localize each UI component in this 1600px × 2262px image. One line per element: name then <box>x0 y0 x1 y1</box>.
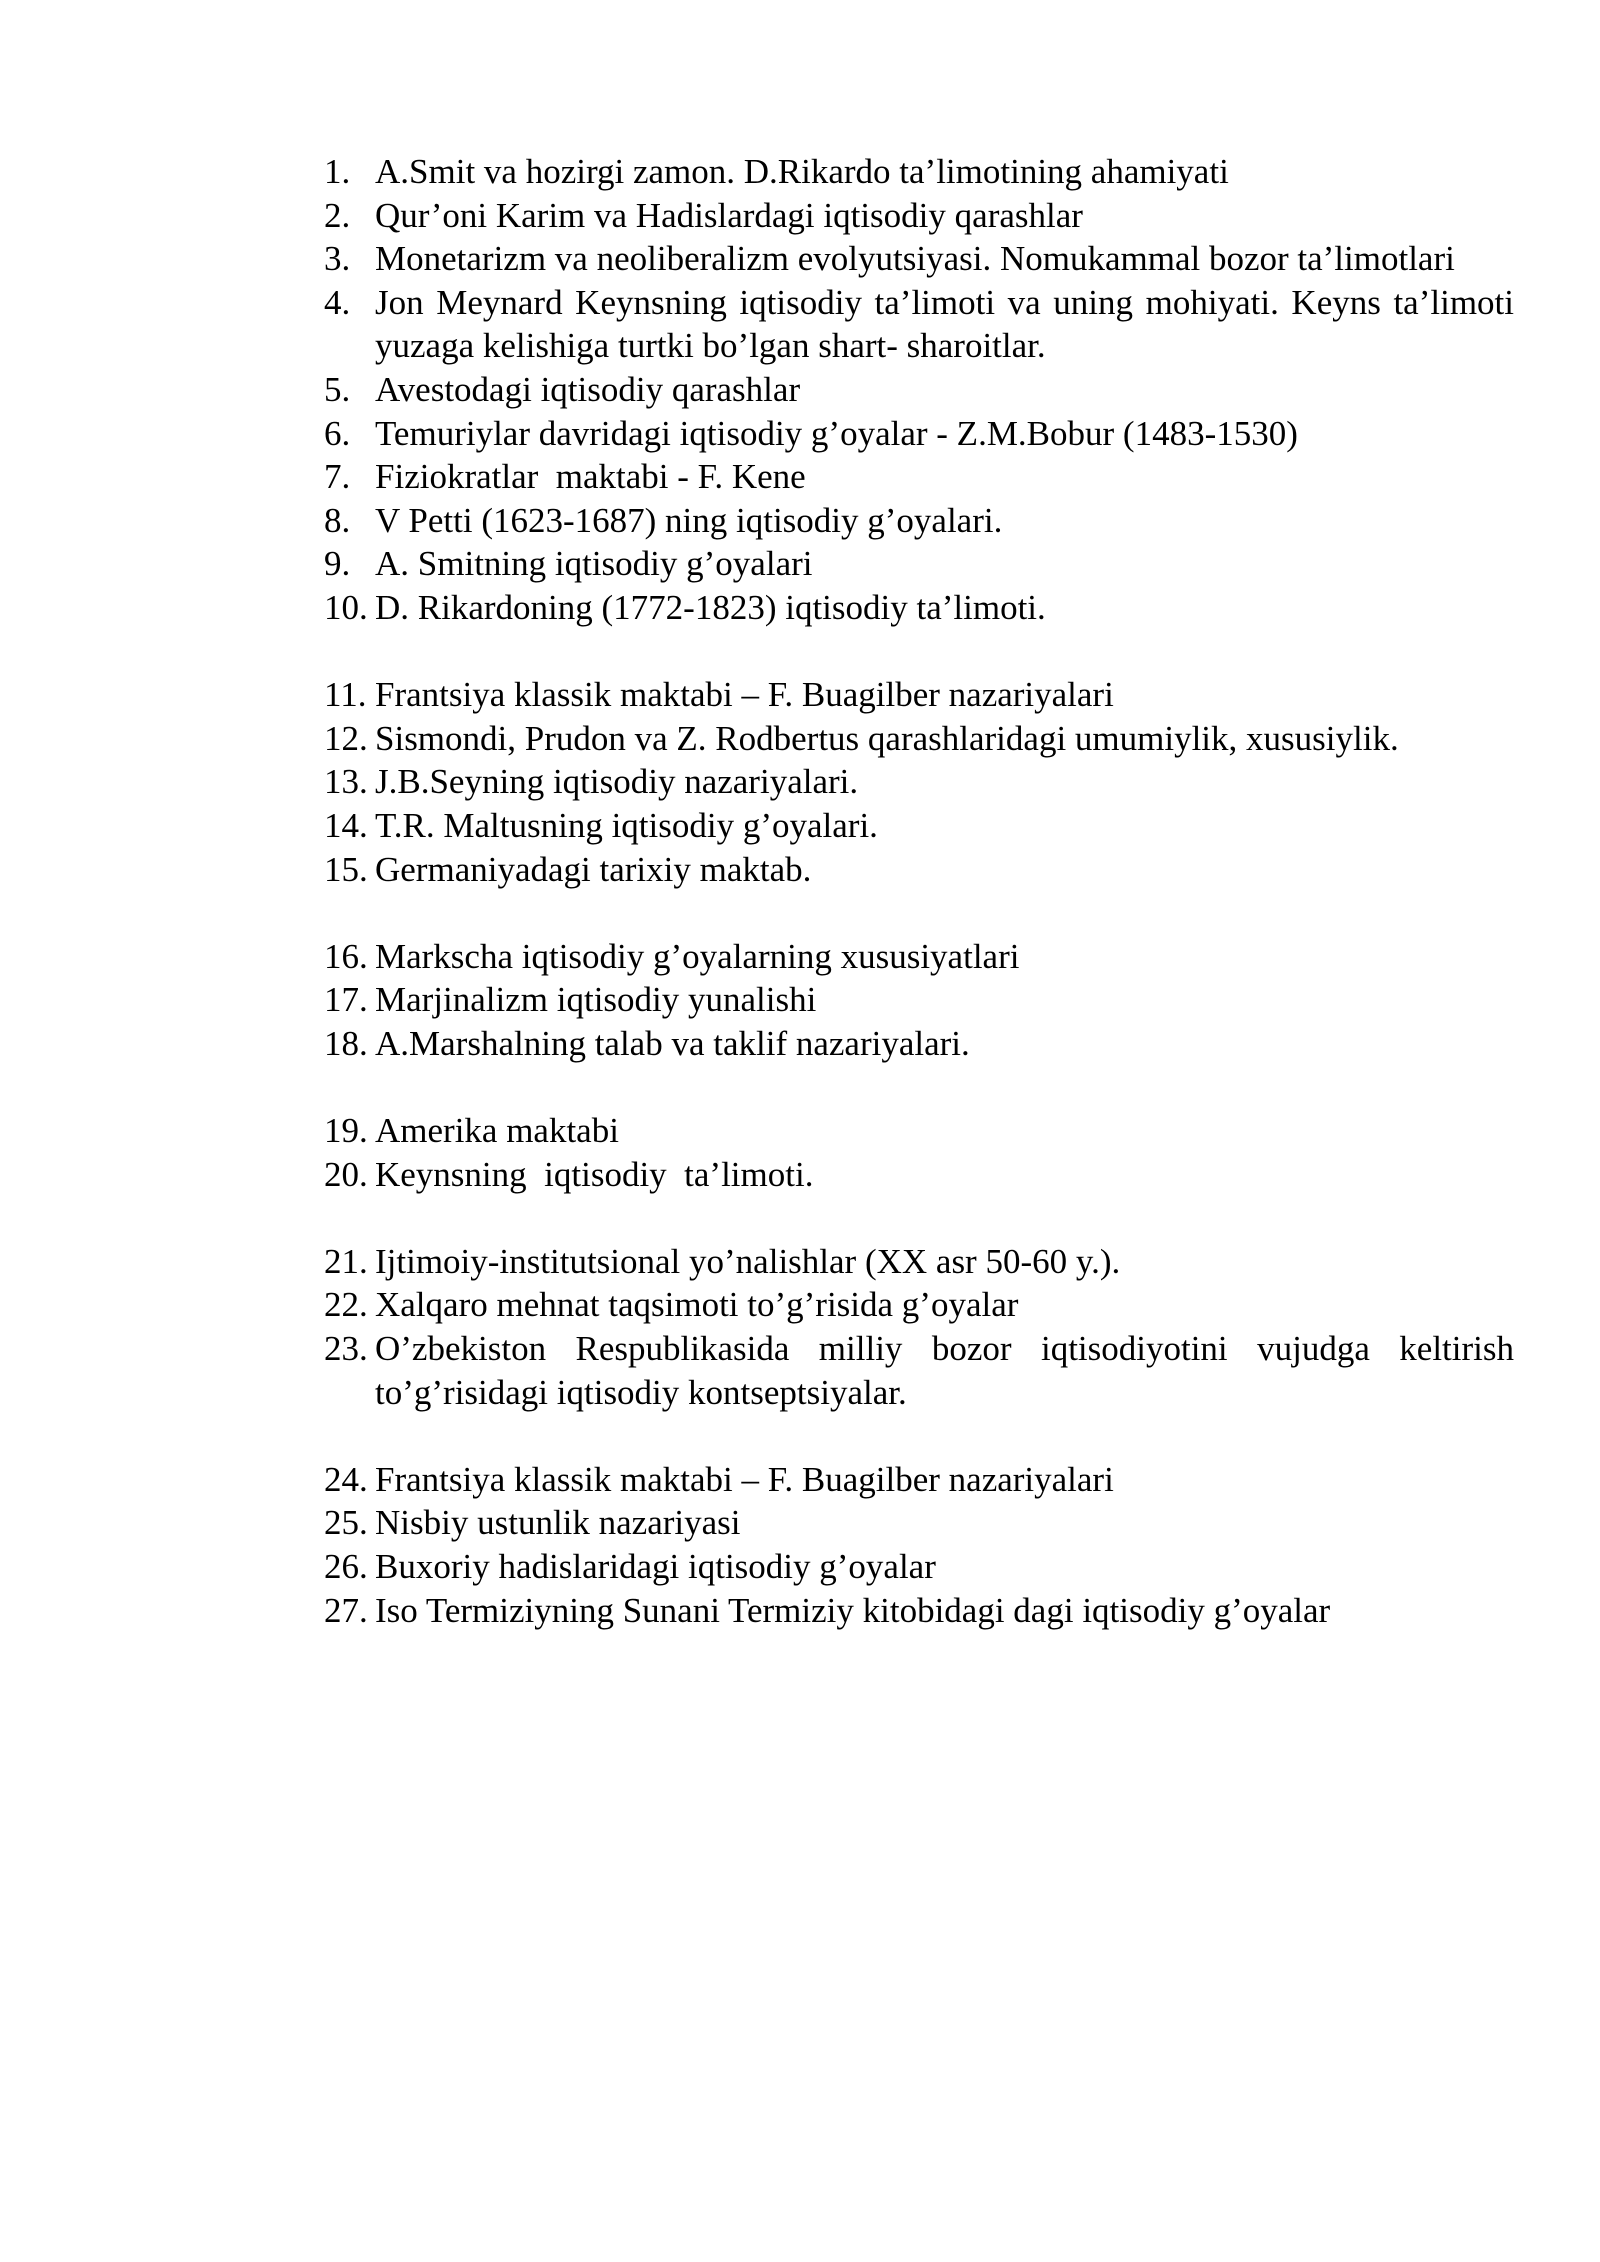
section-spacer <box>324 1414 1514 1458</box>
item-number: 2. <box>324 195 351 235</box>
item-number: 1. <box>324 152 351 191</box>
list-item <box>324 978 1514 1022</box>
item-text: O’zbekiston Respublikasida milliy bozor iqtisodiyotini vujudga keltirish to’g’risidagi iqtisodiy kontseptsiyalar. <box>375 1329 1514 1412</box>
item-text: A.Marshalning talab va taklif nazariyalari. <box>375 1023 970 1063</box>
item-number: 7. <box>324 457 351 497</box>
item-text: A. Smitning iqtisodiy g’oyalari <box>375 544 813 584</box>
list-item <box>324 281 1514 368</box>
item-number: 13. <box>324 762 368 802</box>
section-spacer <box>324 891 1514 935</box>
list-item <box>324 1022 1514 1066</box>
item-number: 6. <box>324 413 351 453</box>
item-number: 12. <box>324 718 368 758</box>
list-item <box>324 1153 1514 1197</box>
item-number: 17. <box>324 980 368 1020</box>
list-item <box>324 542 1514 586</box>
list-item <box>324 760 1514 804</box>
item-number: 21. <box>324 1241 368 1281</box>
item-text: Qur’oni Karim va Hadislardagi iqtisodiy qarashlar <box>375 195 1083 235</box>
item-number: 9. <box>324 544 351 584</box>
list-item <box>324 1589 1514 1633</box>
item-text: Markscha iqtisodiy g’oyalarning xususiyatlari <box>375 936 1020 976</box>
list-item <box>324 368 1514 412</box>
item-number: 22. <box>324 1285 368 1325</box>
list-item <box>324 1240 1514 1284</box>
item-text: J.B.Seyning iqtisodiy nazariyalari. <box>375 762 859 802</box>
item-text: Nisbiy ustunlik nazariyasi <box>375 1503 741 1543</box>
section-spacer <box>324 1196 1514 1240</box>
item-number: 8. <box>324 500 351 540</box>
list-item <box>324 412 1514 456</box>
list-item <box>324 804 1514 848</box>
item-number: 25. <box>324 1503 368 1543</box>
list-item <box>324 673 1514 717</box>
item-text: Ijtimoiy-institutsional yo’nalishlar (XX asr 50-60 y.). <box>375 1241 1121 1281</box>
item-text: Fiziokratlar maktabi - F. Kene <box>375 457 806 497</box>
list-item <box>324 1283 1514 1327</box>
item-number: 26. <box>324 1547 368 1586</box>
item-number: 27. <box>324 1590 368 1630</box>
item-number: 11. <box>324 675 367 715</box>
item-number: 16. <box>324 936 368 976</box>
item-number: 24. <box>324 1459 368 1499</box>
item-number: 4. <box>324 282 351 322</box>
list-item <box>324 1501 1514 1545</box>
list-item <box>324 717 1514 761</box>
list-item <box>324 237 1514 281</box>
section-spacer <box>324 630 1514 674</box>
section-spacer <box>324 1065 1514 1109</box>
item-text: Xalqaro mehnat taqsimoti to’g’risida g’oyalar <box>375 1285 1019 1325</box>
list-item <box>324 1458 1514 1502</box>
item-number: 10. <box>324 587 368 627</box>
list-item <box>324 150 1514 194</box>
item-number: 23. <box>324 1329 368 1369</box>
item-text: Germaniyadagi tarixiy maktab. <box>375 849 812 889</box>
item-number: 19. <box>324 1111 368 1151</box>
item-number: 15. <box>324 849 368 889</box>
item-text: Temuriylar davridagi iqtisodiy g’oyalar - Z.M.Bobur (1483-1530) <box>375 413 1298 453</box>
list-item <box>324 1327 1514 1414</box>
item-text: Iso Termiziyning Sunani Termiziy kitobidagi dagi iqtisodiy g’oyalar <box>375 1590 1331 1630</box>
list-item <box>324 1109 1514 1153</box>
item-text: Frantsiya klassik maktabi – F. Buagilber nazariyalari <box>375 675 1114 715</box>
item-text: Monetarizm va neoliberalizm evolyutsiyasi. Nomukammal bozor ta’limotlari <box>375 239 1455 279</box>
item-text: Sismondi, Prudon va Z. Rodbertus qarashlaridagi umumiylik, xususiylik. <box>375 718 1399 758</box>
item-number: 5. <box>324 369 351 409</box>
item-text: Jon Meynard Keynsning iqtisodiy ta’limoti va uning mohiyati. Keyns ta’limoti yuzaga kelishiga turtki bo’lgan shart- sharoitlar. <box>375 282 1514 366</box>
item-number: 18. <box>324 1023 368 1063</box>
list-item <box>324 455 1514 499</box>
list-item <box>324 586 1514 630</box>
item-text: Keynsning iqtisodiy ta’limoti. <box>375 1154 814 1194</box>
list-item <box>324 848 1514 892</box>
item-text: A.Smit va hozirgi zamon. D.Rikardo ta’limotining ahamiyati <box>375 152 1229 191</box>
item-text: Buxoriy hadislaridagi iqtisodiy g’oyalar <box>375 1547 936 1586</box>
list-item <box>324 194 1514 238</box>
list-item <box>324 1545 1514 1589</box>
topic-list <box>324 150 1514 1632</box>
item-number: 14. <box>324 805 368 845</box>
list-item <box>324 935 1514 979</box>
item-text: Avestodagi iqtisodiy qarashlar <box>375 369 801 409</box>
item-text: Frantsiya klassik maktabi – F. Buagilber nazariyalari <box>375 1459 1114 1499</box>
item-text: T.R. Maltusning iqtisodiy g’oyalari. <box>375 805 878 845</box>
item-text: Marjinalizm iqtisodiy yunalishi <box>375 980 817 1020</box>
list-item <box>324 499 1514 543</box>
item-text: D. Rikardoning (1772-1823) iqtisodiy ta’limoti. <box>375 587 1046 627</box>
item-number: 3. <box>324 239 351 279</box>
item-text: Amerika maktabi <box>375 1111 619 1151</box>
item-number: 20. <box>324 1154 368 1194</box>
item-text: V Petti (1623-1687) ning iqtisodiy g’oyalari. <box>375 500 1003 540</box>
